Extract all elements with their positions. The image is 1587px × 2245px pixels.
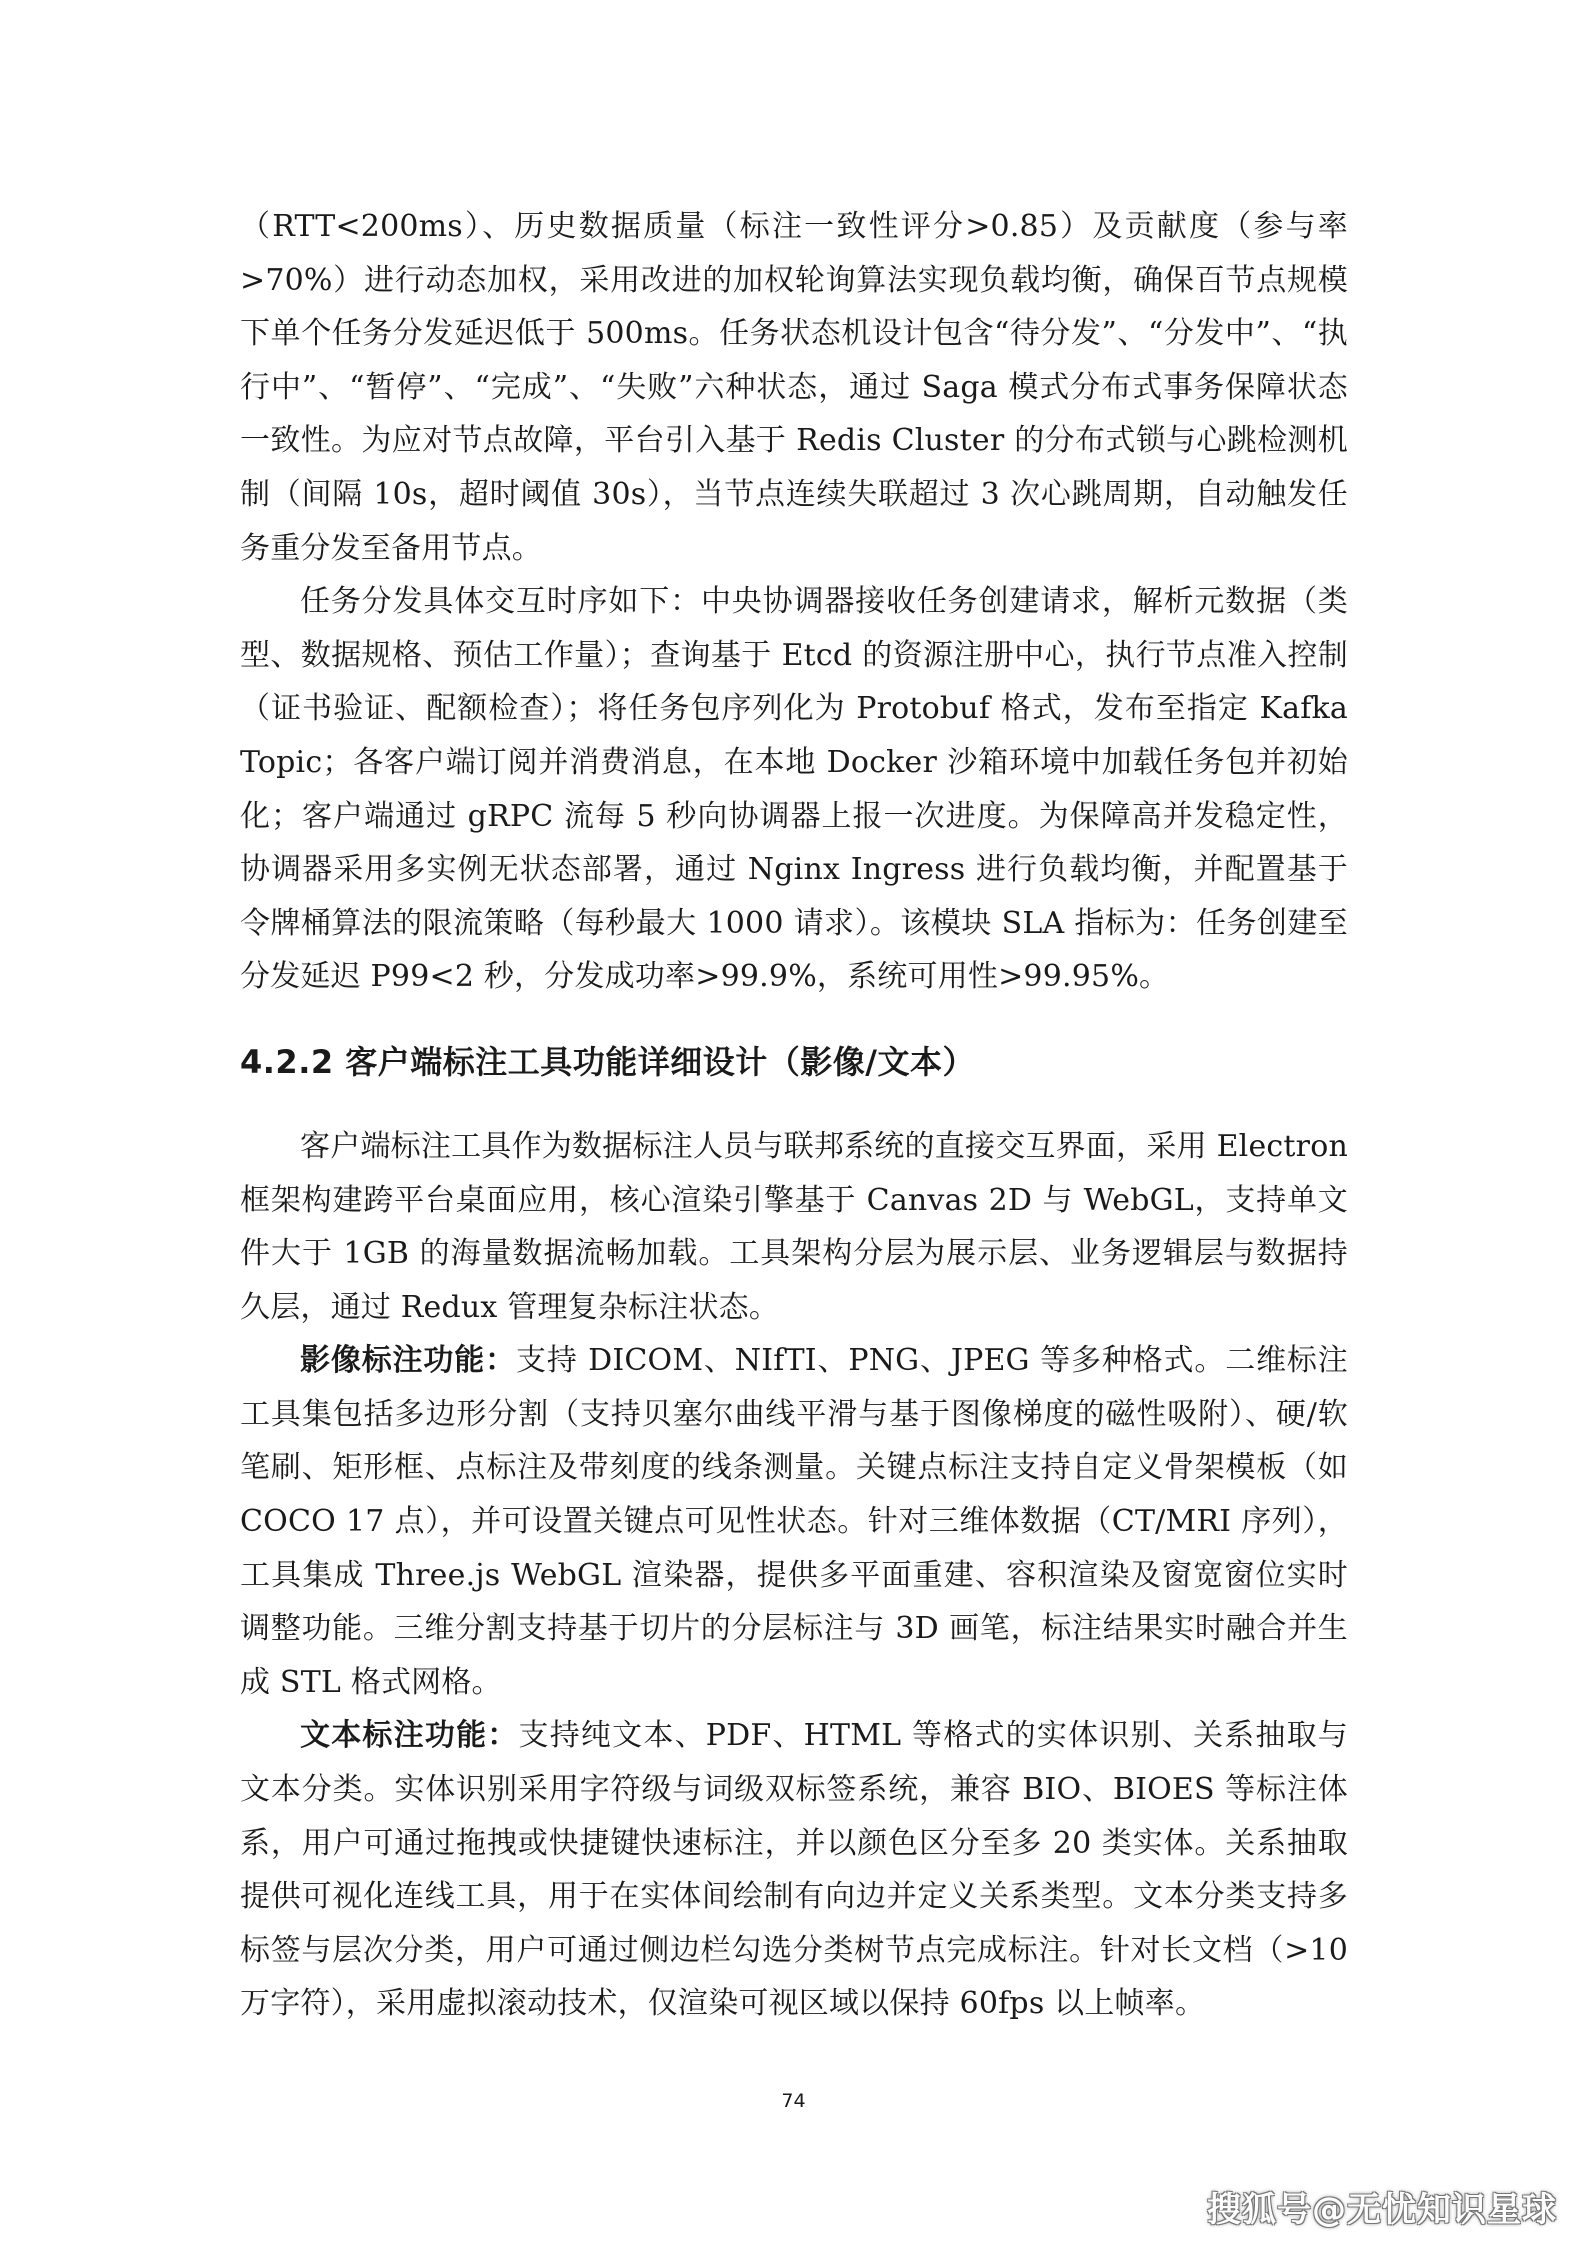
paragraph-lead-image-annotation: 影像标注功能： bbox=[300, 1343, 516, 1379]
paragraph-body-image-annotation: 支持 DICOM、NIfTI、PNG、JPEG 等多种格式。二维标注工具集包括多边形分割（支持贝塞尔曲线平滑与基于图像梯度的磁性吸附）、硬/软笔刷、矩形框、点标注及带刻度的线条测量。关键点标注支持自定义骨架模板（如 COCO 17 点），并可设置关键点可见性状态。针对三维体数据（CT/MRI 序列），工具集成 Three.js WebGL 渲染器，提供多平面重建、容积渲染及窗宽窗位实时调整功能。三维分割支持基于切片的分层标注与 3D 画笔，标注结果实时融合并生成 STL 格式网格。 bbox=[240, 1343, 1348, 1700]
paragraph-client-tool-intro: 客户端标注工具作为数据标注人员与联邦系统的直接交互界面，采用 Electron 框架构建跨平台桌面应用，核心渲染引擎基于 Canvas 2D 与 WebGL，支持单文件大于 1GB 的海量数据流畅加载。工具架构分层为展示层、业务逻辑层与数据持久层，通过 Redux 管理复杂标注状态。 bbox=[240, 1128, 1348, 1325]
watermark: 搜狐号@无忧知识星球 bbox=[1207, 2190, 1557, 2230]
paragraph-lead-text-annotation: 文本标注功能： bbox=[300, 1718, 519, 1754]
paragraph-task-dispatch-sequence: 任务分发具体交互时序如下：中央协调器接收任务创建请求，解析元数据（类型、数据规格、预估工作量）；查询基于 Etcd 的资源注册中心，执行节点准入控制（证书验证、配额检查）；将任务包序列化为 Protobuf 格式，发布至指定 Kafka Topic；各客户端订阅并消费消息，在本地 Docker 沙箱环境中加载任务包并初始化；客户端通过 gRPC 流每 5 秒向协调器上报一次进度。为保障高并发稳定性，协调器采用多实例无状态部署，通过 Nginx Ingress 进行负载均衡，并配置基于令牌桶算法的限流策略（每秒最大 1000 请求）。该模块 SLA 指标为：任务创建至分发延迟 P99<2 秒，分发成功率>99.9%，系统可用性>99.95%。 bbox=[240, 584, 1348, 995]
spacer bbox=[240, 1004, 1348, 1034]
paragraph-image-annotation bbox=[240, 1334, 1348, 1709]
page-number: 74 bbox=[781, 2090, 806, 2112]
paragraph-text-annotation bbox=[240, 1709, 1348, 2031]
page-content bbox=[240, 200, 1348, 2031]
paragraph-continued: （RTT<200ms）、历史数据质量（标注一致性评分>0.85）及贡献度（参与率>70%）进行动态加权，采用改进的加权轮询算法实现负载均衡，确保百节点规模下单个任务分发延迟低于 500ms。任务状态机设计包含“待分发”、“分发中”、“执行中”、“暂停”、“完成”、“失败”六种状态，通过 Saga 模式分布式事务保障状态一致性。为应对节点故障，平台引入基于 Redis Cluster 的分布式锁与心跳检测机制（间隔 10s，超时阈值 30s），当节点连续失联超过 3 次心跳周期，自动触发任务重分发至备用节点。 bbox=[240, 209, 1348, 566]
section-heading: 4.2.2 客户端标注工具功能详细设计（影像/文本） bbox=[240, 1042, 975, 1081]
paragraph-body-text-annotation: 支持纯文本、PDF、HTML 等格式的实体识别、关系抽取与文本分类。实体识别采用字符级与词级双标签系统，兼容 BIO、BIOES 等标注体系，用户可通过拖拽或快捷键快速标注，并以颜色区分至多 20 类实体。关系抽取提供可视化连线工具，用于在实体间绘制有向边并定义关系类型。文本分类支持多标签与层次分类，用户可通过侧边栏勾选分类树节点完成标注。针对长文档（>10 万字符），采用虚拟滚动技术，仅渲染可视区域以保持 60fps 以上帧率。 bbox=[240, 1718, 1348, 2022]
spacer bbox=[240, 1090, 1348, 1120]
